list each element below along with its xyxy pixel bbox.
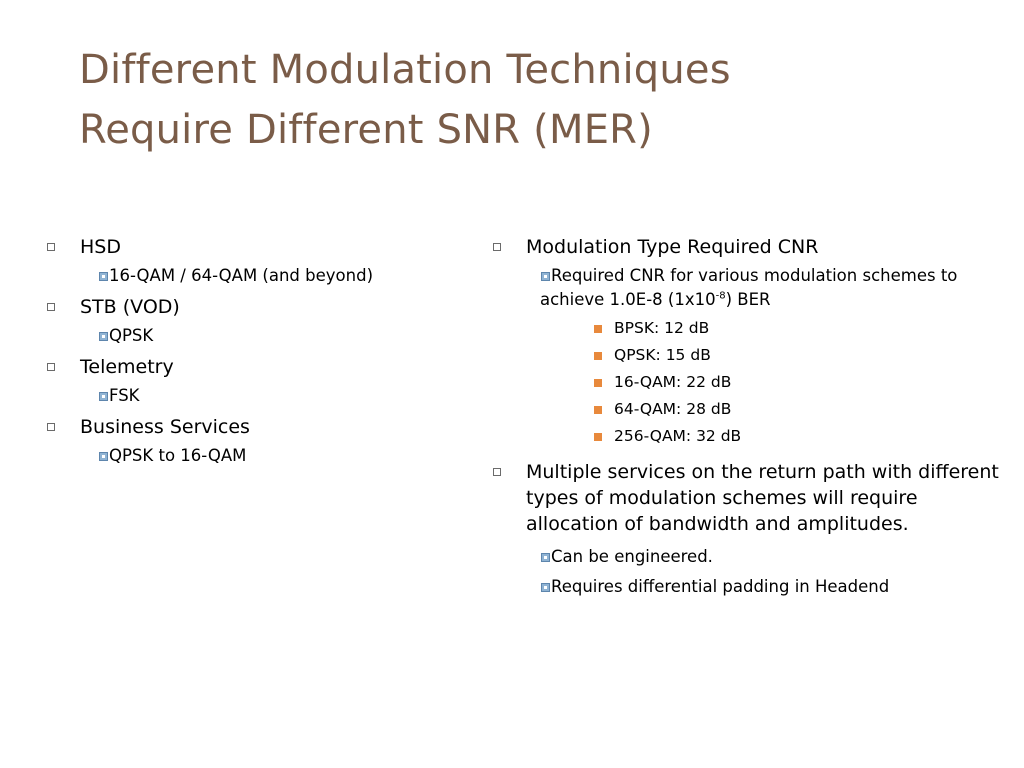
sub-bullet-cnr-exponent: -8 <box>715 290 726 302</box>
hollow-square-bullet-icon <box>47 363 55 371</box>
slide-title <box>79 40 979 160</box>
bullet-stb-label: STB (VOD) <box>80 296 180 318</box>
cnr-item-256qam <box>594 426 1010 447</box>
blue-square-bullet-icon <box>99 272 108 281</box>
bullet-hsd-label: HSD <box>80 236 121 258</box>
bullet-modulation-cnr-label: Modulation Type Required CNR <box>526 236 819 258</box>
cnr-item-text: 64-QAM: 28 dB <box>614 400 732 418</box>
sub-bullet-cnr-suffix: ) BER <box>725 290 771 309</box>
sub-bullet-engineered-text: Can be engineered. <box>551 547 713 566</box>
blue-square-bullet-icon <box>541 272 550 281</box>
bullet-modulation-cnr <box>490 234 1010 260</box>
bullet-hsd <box>44 234 474 260</box>
blue-square-bullet-icon <box>541 553 550 562</box>
orange-square-bullet-icon <box>594 406 602 414</box>
bullet-stb <box>44 294 474 320</box>
orange-square-bullet-icon <box>594 352 602 360</box>
sub-bullet-telemetry <box>98 384 474 408</box>
hollow-square-bullet-icon <box>47 303 55 311</box>
slide-title-line-1: Different Modulation Techniques <box>79 47 731 93</box>
blue-square-bullet-icon <box>99 392 108 401</box>
left-column <box>44 228 474 474</box>
orange-square-bullet-icon <box>594 379 602 387</box>
bullet-business-services-label: Business Services <box>80 416 250 438</box>
sub-bullet-business-services-text: QPSK to 16-QAM <box>109 446 247 465</box>
sub-bullet-engineered <box>540 545 1010 569</box>
orange-square-bullet-icon <box>594 433 602 441</box>
bullet-business-services <box>44 414 474 440</box>
cnr-item-64qam <box>594 399 1010 420</box>
hollow-square-bullet-icon <box>493 243 501 251</box>
sub-bullet-cnr-requirement <box>540 264 1010 312</box>
sub-bullet-padding-text: Requires differential padding in Headend <box>551 577 890 596</box>
cnr-item-text: QPSK: 15 dB <box>614 346 711 364</box>
sub-bullet-stb-text: QPSK <box>109 326 154 345</box>
bullet-telemetry <box>44 354 474 380</box>
sub-bullet-cnr-prefix: Required CNR for various modulation schemes to achieve 1.0E-8 (1x10 <box>540 266 958 309</box>
cnr-item-text: BPSK: 12 dB <box>614 319 710 337</box>
cnr-item-16qam <box>594 372 1010 393</box>
hollow-square-bullet-icon <box>47 423 55 431</box>
blue-square-bullet-icon <box>99 332 108 341</box>
sub-bullet-hsd <box>98 264 474 288</box>
blue-square-bullet-icon <box>99 452 108 461</box>
hollow-square-bullet-icon <box>47 243 55 251</box>
orange-square-bullet-icon <box>594 325 602 333</box>
sub-bullet-telemetry-text: FSK <box>109 386 140 405</box>
sub-bullet-hsd-text: 16-QAM / 64-QAM (and beyond) <box>109 266 373 285</box>
sub-bullet-business-services <box>98 444 474 468</box>
slide-title-line-2: Require Different SNR (MER) <box>79 107 653 153</box>
blue-square-bullet-icon <box>541 583 550 592</box>
sub-bullet-stb <box>98 324 474 348</box>
hollow-square-bullet-icon <box>493 468 501 476</box>
bullet-multiple-services <box>490 459 1010 537</box>
bullet-multiple-services-label: Multiple services on the return path with different types of modulation schemes will require allocation of bandwidth and amplitudes. <box>526 461 999 535</box>
cnr-item-qpsk <box>594 345 1010 366</box>
bullet-telemetry-label: Telemetry <box>80 356 174 378</box>
cnr-item-bpsk <box>594 318 1010 339</box>
cnr-item-text: 16-QAM: 22 dB <box>614 373 732 391</box>
right-column <box>490 228 1010 605</box>
sub-bullet-padding <box>540 575 1010 599</box>
cnr-item-text: 256-QAM: 32 dB <box>614 427 742 445</box>
